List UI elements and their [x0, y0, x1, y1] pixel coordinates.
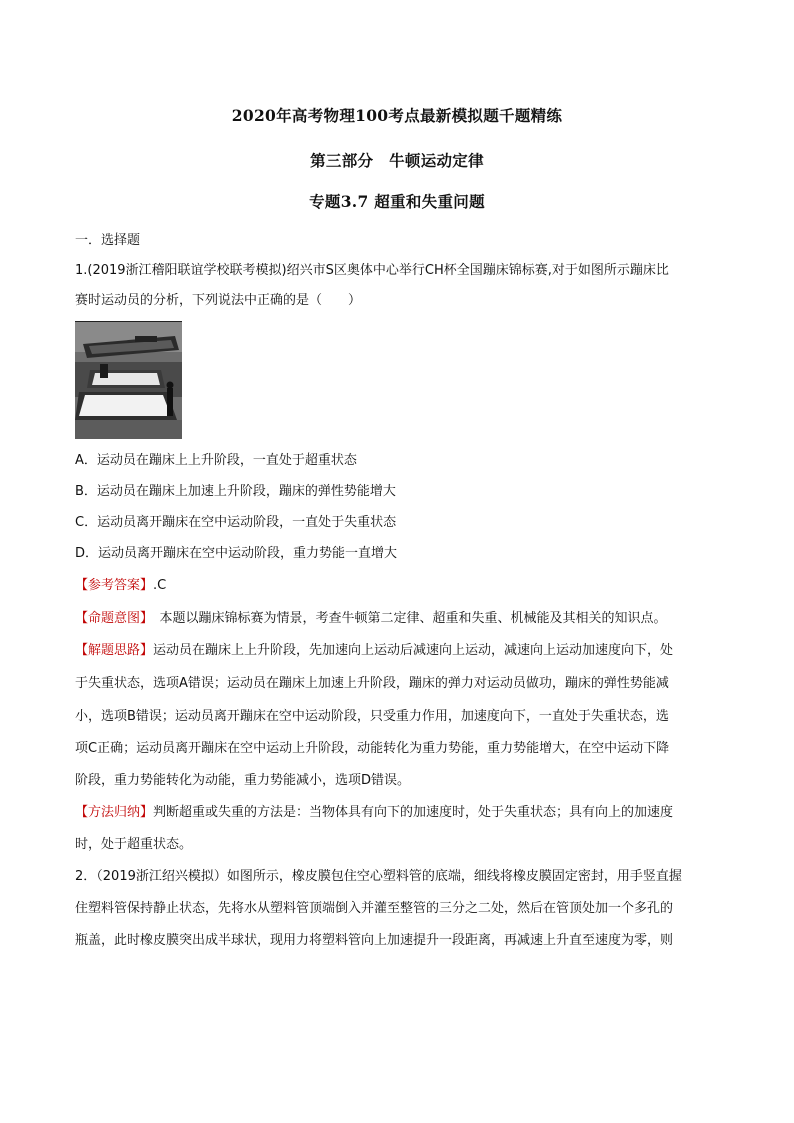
- q2-line2: 住塑料管保持静止状态，先将水从塑料管顶端倒入并灌至整管的三分之二处，然后在管顶处加一个多孔的: [75, 901, 674, 916]
- method-label: 【方法归纳】: [75, 805, 154, 820]
- method-row-2: 时，处于超重状态。: [75, 837, 193, 852]
- q1-option-c: C．运动员离开蹦床在空中运动阶段，一直处于失重状态: [75, 515, 397, 530]
- q1-stem-line1: 1.(2019浙江稽阳联谊学校联考模拟)绍兴市S区奥体中心举行CH杯全国蹦床锦标赛,对于如图所示蹦床比: [75, 263, 669, 278]
- analysis-text-1: 运动员在蹦床上上升阶段，先加速向上运动后减速向上运动，减速向上运动加速度向下，处: [153, 643, 674, 658]
- q1-stem-line2: 赛时运动员的分析，下列说法中正确的是（ ）: [75, 293, 362, 308]
- q1-option-b: B．运动员在蹦床上加速上升阶段，蹦床的弹性势能增大: [75, 484, 396, 499]
- answer-value: .C: [153, 578, 167, 593]
- topic-title: 专题3.7 超重和失重问题: [309, 192, 485, 211]
- analysis-row-4: 项C正确；运动员离开蹦床在空中运动上升阶段，动能转化为重力势能，重力势能增大，在空中运动下降: [75, 741, 670, 756]
- analysis-row-5: 阶段，重力势能转化为动能，重力势能减小，选项D错误。: [75, 773, 411, 788]
- q2-line3: 瓶盖，此时橡皮膜突出成半球状，现用力将塑料管向上加速提升一段距离，再减速上升直至速度为零，则: [75, 933, 674, 948]
- intent-row: [75, 610, 735, 628]
- method-row-1: [75, 804, 735, 822]
- answer-label: 【参考答案】: [75, 578, 154, 593]
- intent-label: 【命题意图】: [75, 611, 147, 626]
- section-heading: 一．选择题: [75, 233, 141, 248]
- part-title: 第三部分 牛顿运动定律: [310, 151, 484, 170]
- analysis-row-3: 小，选项B错误；运动员离开蹦床在空中运动阶段，只受重力作用，加速度向下，一直处于失重状态，选: [75, 709, 669, 724]
- analysis-row-1: [75, 642, 735, 660]
- analysis-label: 【解题思路】: [75, 643, 154, 658]
- intent-text: 本题以蹦床锦标赛为情景，考查牛顿第二定律、超重和失重、机械能及其相关的知识点。: [146, 611, 667, 626]
- answer-row: [75, 577, 735, 595]
- q1-option-d: D．运动员离开蹦床在空中运动阶段，重力势能一直增大: [75, 546, 398, 561]
- document-title: 2020年高考物理100考点最新模拟题千题精练: [231, 106, 563, 125]
- method-text-1: 判断超重或失重的方法是：当物体具有向下的加速度时，处于失重状态；具有向上的加速度: [153, 805, 674, 820]
- q2-line1: 2．（2019浙江绍兴模拟）如图所示，橡皮膜包住空心塑料管的底端，细线将橡皮膜固定密封，用手竖直握: [75, 869, 682, 884]
- trampoline-photo: [75, 321, 182, 439]
- q1-option-a: A．运动员在蹦床上上升阶段，一直处于超重状态: [75, 453, 357, 468]
- analysis-row-2: 于失重状态，选项A错误；运动员在蹦床上加速上升阶段，蹦床的弹力对运动员做功，蹦床的弹性势能减: [75, 676, 669, 691]
